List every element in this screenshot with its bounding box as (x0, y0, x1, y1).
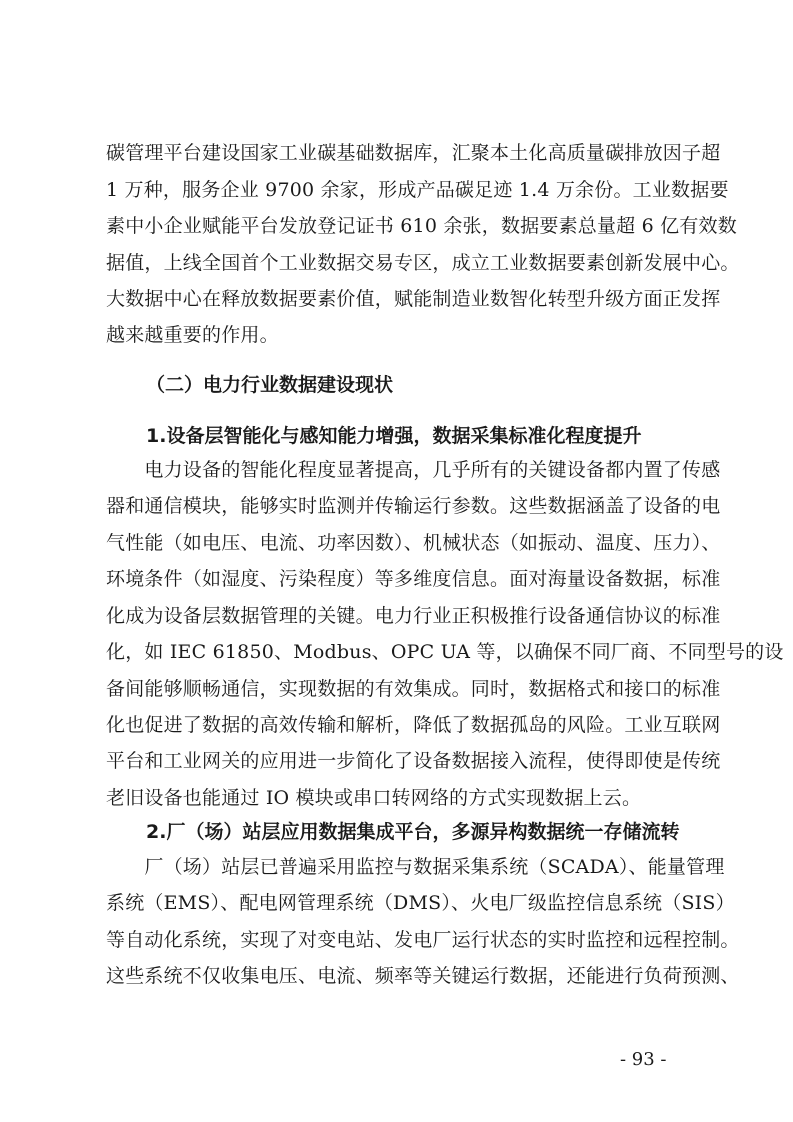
paragraph-line: 平台和工业网关的应用进一步简化了设备数据接入流程，使得即使是传统 (106, 750, 721, 772)
paragraph-line: 环境条件（如湿度、污染程度）等多维度信息。面对海量设备数据，标准 (106, 568, 721, 590)
paragraph-line: 等自动化系统，实现了对变电站、发电厂运行状态的实时监控和远程控制。 (106, 929, 740, 951)
paragraph-line: 碳管理平台建设国家工业碳基础数据库，汇聚本土化高质量碳排放因子超 (106, 142, 721, 164)
paragraph-line: 气性能（如电压、电流、功率因数）、机械状态（如振动、温度、压力）、 (106, 532, 721, 554)
paragraph-line: 厂（场）站层已普遍采用监控与数据采集系统（SCADA）、能量管理 (106, 856, 725, 878)
paragraph-line: 越来越重要的作用。 (106, 324, 279, 346)
paragraph-line: 老旧设备也能通过 IO 模块或串口转网络的方式实现数据上云。 (106, 787, 642, 809)
paragraph-line: 大数据中心在释放数据要素价值，赋能制造业数智化转型升级方面正发挥 (106, 288, 721, 310)
paragraph-line: 1 万种，服务企业 9700 余家，形成产品碳足迹 1.4 万余份。工业数据要 (106, 179, 729, 201)
subsection-heading-2: 2.厂（场）站层应用数据集成平台，多源异构数据统一存储流转 (146, 821, 680, 843)
paragraph-line: 这些系统不仅收集电压、电流、频率等关键运行数据，还能进行负荷预测、 (106, 965, 740, 987)
paragraph-line: 备间能够顺畅通信，实现数据的有效集成。同时，数据格式和接口的标准 (106, 678, 721, 700)
paragraph-line: 电力设备的智能化程度显著提高，几乎所有的关键设备都内置了传感 (106, 459, 721, 481)
paragraph-line: 器和通信模块，能够实时监测并传输运行参数。这些数据涵盖了设备的电 (106, 495, 721, 517)
paragraph-line: 化，如 IEC 61850、Modbus、OPC UA 等，以确保不同厂商、不同型号的设 (106, 641, 784, 663)
page-number: - 93 - (620, 1049, 667, 1070)
paragraph-line: 系统（EMS）、配电网管理系统（DMS）、火电厂级监控信息系统（SIS） (106, 892, 735, 914)
subsection-heading-1: 1.设备层智能化与感知能力增强，数据采集标准化程度提升 (146, 425, 642, 447)
paragraph-line: 化成为设备层数据管理的关键。电力行业正积极推行设备通信协议的标准 (106, 605, 721, 627)
section-heading: （二）电力行业数据建设现状 (146, 374, 394, 396)
paragraph-line: 素中小企业赋能平台发放登记证书 610 余张，数据要素总量超 6 亿有效数 (106, 215, 737, 237)
paragraph-line: 据值，上线全国首个工业数据交易专区，成立工业数据要素创新发展中心。 (106, 252, 740, 274)
paragraph-line: 化也促进了数据的高效传输和解析，降低了数据孤岛的风险。工业互联网 (106, 714, 721, 736)
